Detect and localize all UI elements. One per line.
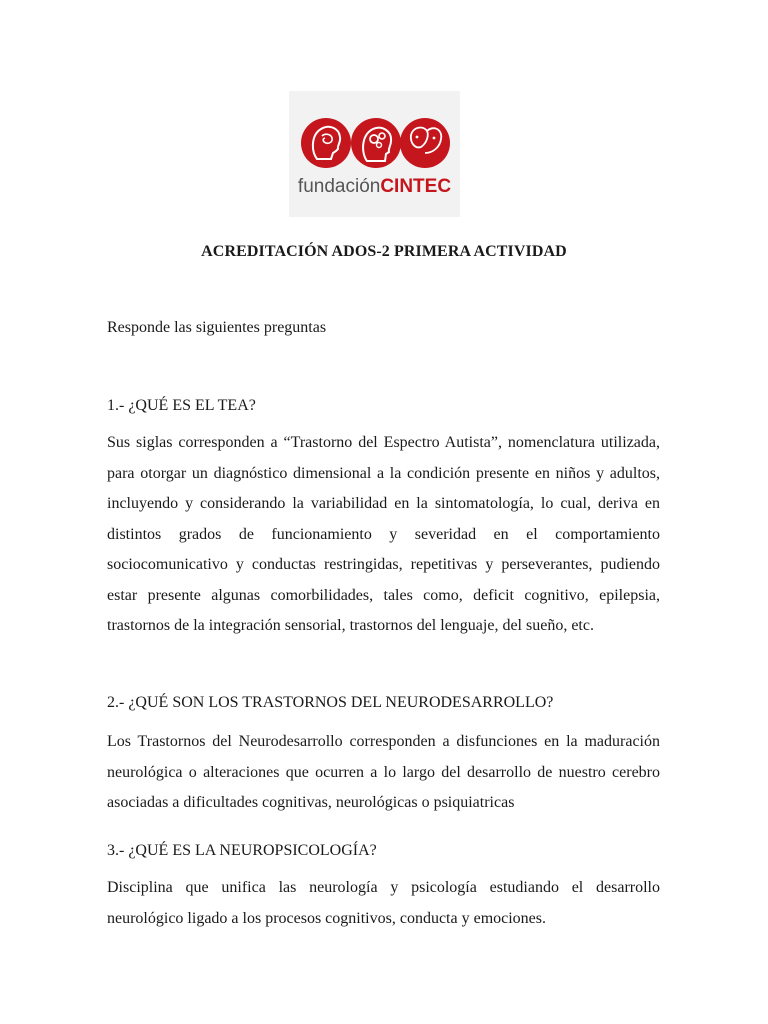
fundacion-cintec-logo [289,91,460,217]
question-3-answer: Disciplina que unifica las neurología y psicología estudiando el desarrollo neurológico ligado a los procesos cognitivos, conducta y emociones. [107,879,660,927]
question-1-heading: 1.- ¿QUÉ ES EL TEA? [107,397,256,414]
document-title: ACREDITACIÓN ADOS-2 PRIMERA ACTIVIDAD [201,243,567,260]
intro-text: Responde las siguientes preguntas [107,319,327,336]
logo-text-fundacion: fundación [297,176,381,197]
head-gears-icon [351,118,401,168]
brain-profile-icon [301,118,351,168]
question-2-answer: Los Trastornos del Neurodesarrollo corresponden a disfunciones en la maduración neurológica o alteraciones que ocurren a lo largo del desarrollo de nuestro cerebro asociadas a dificultades cognitivas, neurológicas o psiquiatricas [107,733,660,811]
logo-text-cintec: CINTEC [380,176,452,197]
svg-text:fundaciónCINTEC [298,176,451,197]
question-2-heading: 2.- ¿QUÉ SON LOS TRASTORNOS DEL NEURODESARROLLO? [107,694,554,711]
dog-child-icon [400,118,450,168]
question-3-heading: 3.- ¿QUÉ ES LA NEUROPSICOLOGÍA? [107,842,377,859]
question-1-answer: Sus siglas corresponden a “Trastorno del Espectro Autista”, nomenclatura utilizada, para otorgar un diagnóstico dimensional a la condición presente en niños y adultos, incluyendo y considerando la variabilidad en la sintomatología, lo cual, deriva en distintos grados de funcionamiento y severidad en el comportamiento sociocomunicativo y conductas restringidas, repetitivas y perseverantes, pudiendo estar presente algunas comorbilidades, tales como, deficit cognitivo, epilepsia, trastornos de la integración sensorial, trastornos del lenguaje, del sueño, etc. [107,434,660,634]
